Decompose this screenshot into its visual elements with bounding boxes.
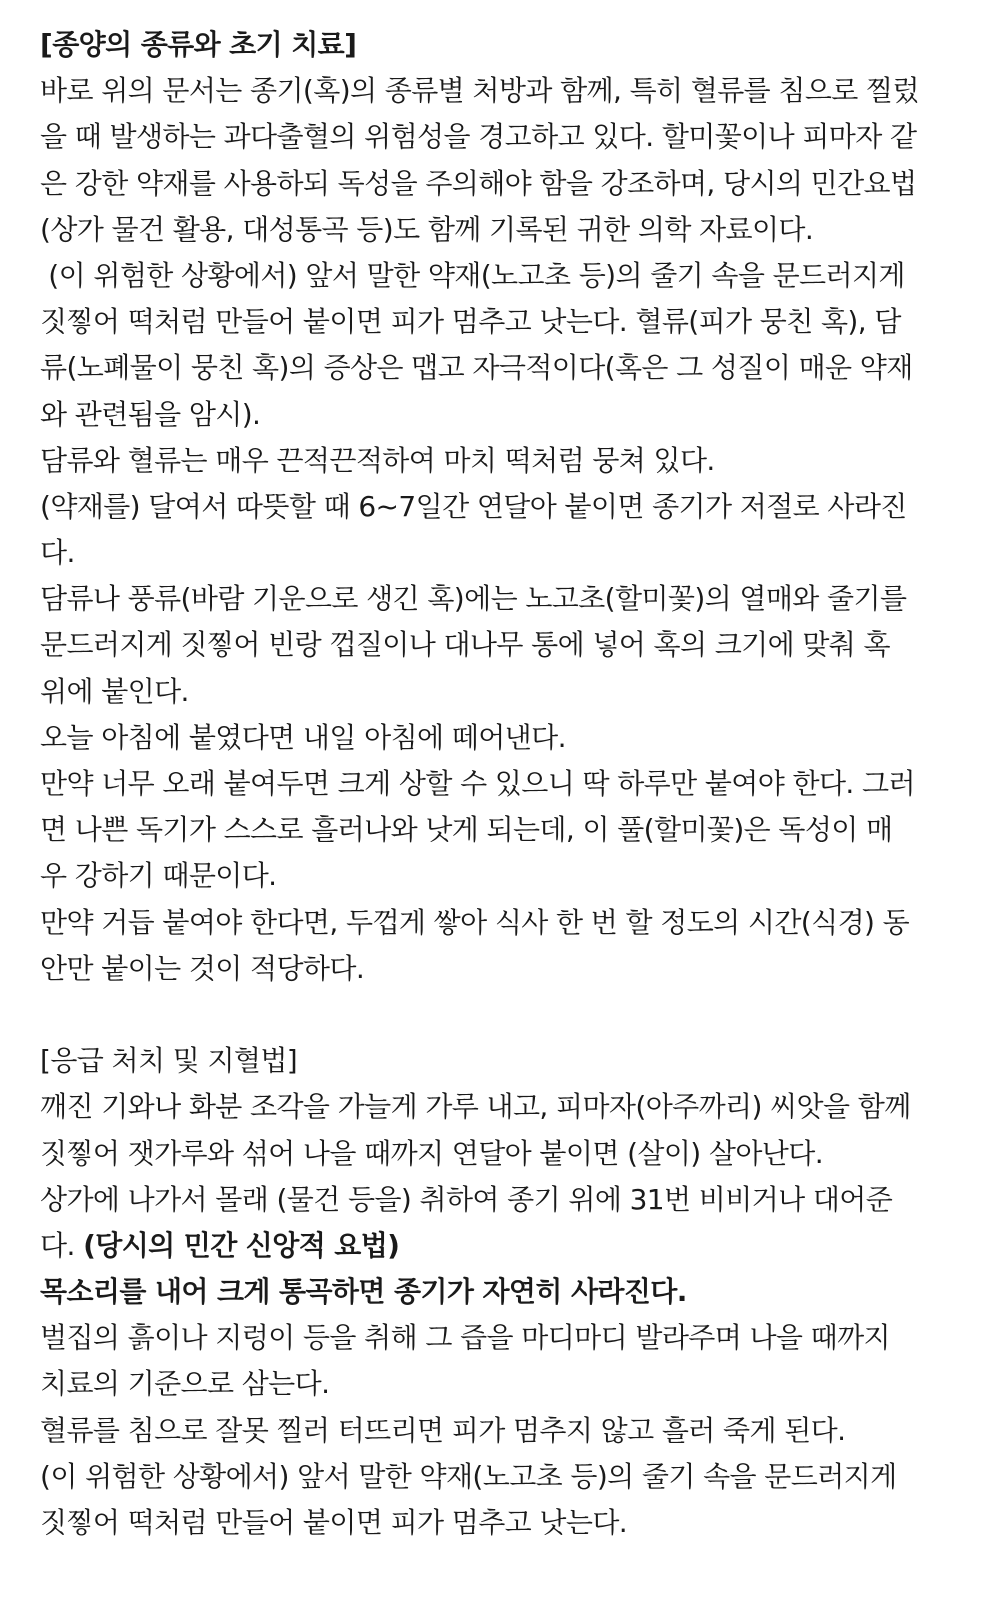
text-line: 면 나쁜 독기가 스스로 흘러나와 낫게 되는데, 이 풀(할미꽃)은 독성이 매 [40,813,893,847]
text-line: (약재를) 달여서 따뜻할 때 6~7일간 연달아 붙이면 종기가 저절로 사라진 [40,489,907,523]
text-line: 바로 위의 문서는 종기(혹)의 종류별 처방과 함께, 특히 혈류를 침으로 찔렀 [40,74,919,108]
text-line: 을 때 발생하는 과다출혈의 위험성을 경고하고 있다. 할미꽃이나 피마자 같 [40,120,917,154]
text-line: 위에 붙인다. [40,674,189,708]
text-line: (상가 물건 활용, 대성통곡 등)도 함께 기록된 귀한 의학 자료이다. [40,212,814,246]
text-line: 류(노폐물이 뭉친 혹)의 증상은 맵고 자극적이다(혹은 그 성질이 매운 약재 [40,351,913,385]
text-line: 벌집의 흙이나 지렁이 등을 취해 그 즙을 마디마디 발라주며 나을 때까지 [40,1321,890,1355]
text-fragment: 다. [40,1228,84,1262]
text-line: 만약 너무 오래 붙여두면 크게 상할 수 있으니 딱 하루만 붙여야 한다. 그러 [40,767,915,800]
section-title: [응급 처치 및 지혈법] [40,1044,298,1078]
text-line: 깨진 기와나 화분 조각을 가늘게 가루 내고, 피마자(아주까리) 씨앗을 함께 [40,1090,911,1124]
text-line: 짓찧어 잿가루와 섞어 나을 때까지 연달아 붙이면 (살이) 살아난다. [40,1136,824,1170]
text-line: (이 위험한 상황에서) 앞서 말한 약재(노고초 등)의 줄기 속을 문드러지게 [40,1459,897,1493]
text-line: 짓찧어 떡처럼 만들어 붙이면 피가 멈추고 낫는다. 혈류(피가 뭉친 혹), 담 [40,305,901,339]
blank-line [40,992,960,1038]
text-line: 만약 거듭 붙여야 한다면, 두껍게 쌓아 식사 한 번 할 정도의 시간(식경) 동 [40,905,910,939]
text-line: 담류나 풍류(바람 기운으로 생긴 혹)에는 노고초(할미꽃)의 열매와 줄기를 [40,582,907,616]
text-line: 안만 붙이는 것이 적당하다. [40,951,365,985]
emphasis-note: (당시의 민간 신앙적 요법) [83,1228,400,1262]
text-line-mixed [40,1223,960,1269]
text-line: 오늘 아침에 붙였다면 내일 아침에 떼어낸다. [40,720,566,754]
text-line: 은 강한 약재를 사용하되 독성을 주의해야 함을 강조하며, 당시의 민간요법 [40,166,917,200]
text-line: 상가에 나가서 몰래 (물건 등을) 취하여 종기 위에 31번 비비거나 대어준 [40,1182,893,1216]
text-line: 혈류를 침으로 잘못 찔러 터뜨리면 피가 멈추지 않고 흘러 죽게 된다. [40,1413,846,1447]
text-line: 와 관련됨을 암시). [40,397,261,431]
section-title: [종양의 종류와 초기 치료] [40,28,357,61]
text-line: 다. [40,536,75,570]
text-line: 우 강하기 때문이다. [40,859,277,893]
emphasis-line: 목소리를 내어 크게 통곡하면 종기가 자연히 사라진다. [40,1275,687,1309]
text-line: 담류와 혈류는 매우 끈적끈적하여 마치 떡처럼 뭉쳐 있다. [40,443,715,477]
text-line: (이 위험한 상황에서) 앞서 말한 약재(노고초 등)의 줄기 속을 문드러지게 [40,258,905,292]
text-line: 문드러지게 짓찧어 빈랑 껍질이나 대나무 통에 넣어 혹의 크기에 맞춰 혹 [40,628,890,662]
text-line: 치료의 기준으로 삼는다. [40,1367,330,1401]
text-line: 짓찧어 떡처럼 만들어 붙이면 피가 멈추고 낫는다. [40,1506,628,1539]
